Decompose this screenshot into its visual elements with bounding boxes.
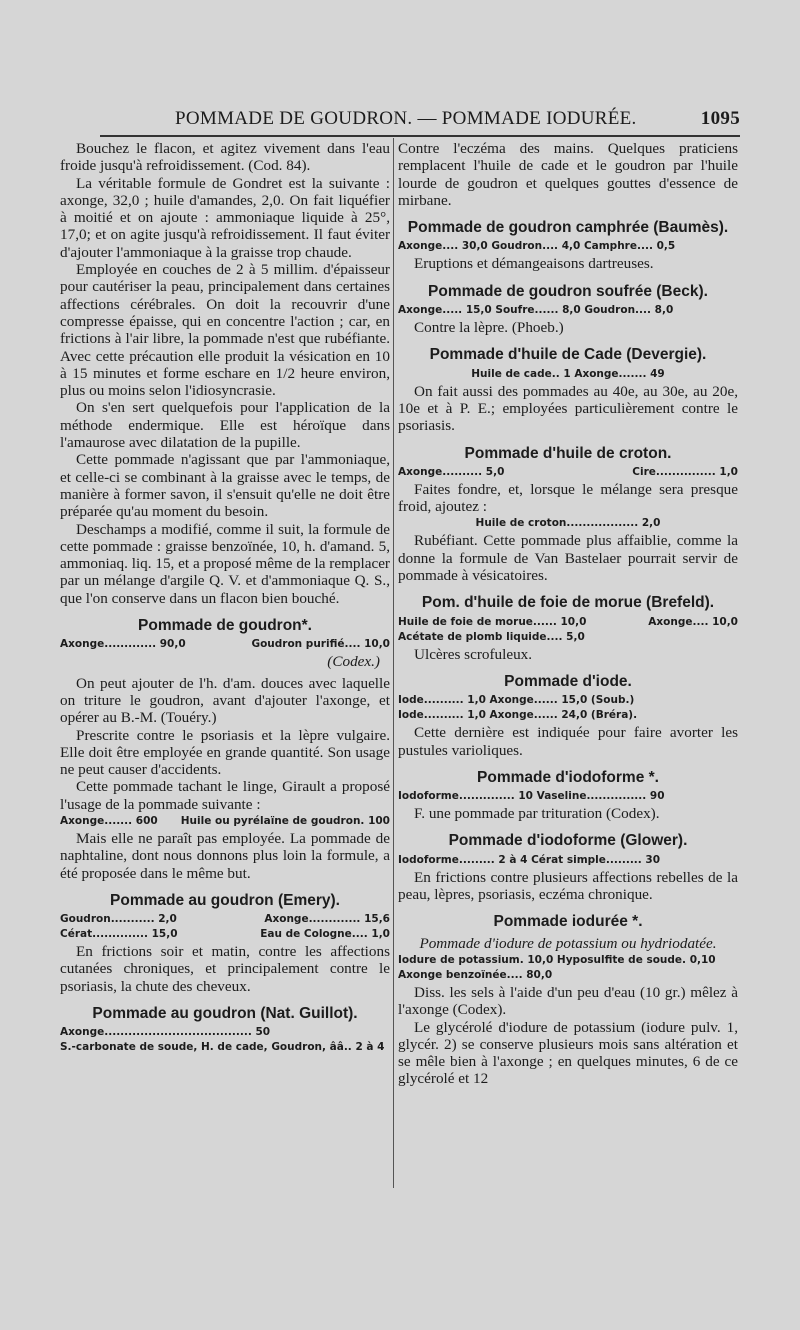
paragraph: Le glycérolé d'iodure de potassium (iodure pulv. 1, glycér. 2) se conserve plusieurs mois sans altération et se mêle bien à l'axonge ; en quelques minutes, 6 de ce glycérolé et 12 xyxy=(398,1018,738,1088)
paragraph: Mais elle ne paraît pas employée. La pommade de naphtaline, dont nous donnons plus loin la formule, a été proposée dans le même but. xyxy=(60,829,390,882)
section-heading: Pommade au goudron (Nat. Guillot). xyxy=(92,1005,358,1023)
section-heading: Pommade au goudron (Emery). xyxy=(110,891,340,909)
formula-line: Huile de croton.................. 2,0 xyxy=(475,517,661,530)
paragraph: Faites fondre, et, lorsque le mélange sera presque froid, ajoutez : xyxy=(398,480,738,516)
paragraph: Diss. les sels à l'aide d'un peu d'eau (10 gr.) mêlez à l'axonge (Codex). xyxy=(398,983,738,1019)
paragraph: Contre la lèpre. (Phoeb.) xyxy=(414,319,564,337)
paragraph: En frictions soir et matin, contre les affections cutanées chroniques, et principalement contre le psoriasis, la chute des cheveux. xyxy=(60,943,390,995)
right-column xyxy=(398,140,738,1088)
section-heading: Pommade de goudron*. xyxy=(138,617,312,635)
paragraph: On fait aussi des pommades au 40e, au 30e, au 20e, 10e et à P. E.; employées particulièrement contre le psoriasis. xyxy=(398,382,738,435)
formula-line: Iode.......... 1,0 Axonge...... 15,0 (Soub.) xyxy=(398,694,635,707)
paragraph: Bouchez le flacon, et agitez vivement dans l'eau froide jusqu'à refroidissement. (Cod. 84). xyxy=(60,140,390,175)
paragraph: On s'en sert quelquefois pour l'application de la méthode endermique. Elle est héroïque dans l'amaurose avec dilatation de la pupille. xyxy=(60,399,390,452)
paragraph: Ulcères scrofuleux. xyxy=(414,645,533,663)
section-heading: Pom. d'huile de foie de morue (Brefeld). xyxy=(421,594,715,612)
formula-line: Acétate de plomb liquide.... 5,0 xyxy=(398,630,585,643)
formula-line: Axonge benzoïnée.... 80,0 xyxy=(398,968,553,981)
paragraph: Deschamps a modifié, comme il suit, la formule de cette pommade : graisse benzoïnée, 10, h. d'amand. 5, ammoniaq. liq. 15, et a proposé même de la remplacer par un mélange d'argile Q. V. et d'ammoniaque Q. S., que l'on conserve dans un flacon bien bouché. xyxy=(60,520,390,607)
source-reference: (Codex.) xyxy=(327,653,380,671)
paragraph: Prescrite contre le psoriasis et la lèpre vulgaire. Elle doit être employée en grande quantité. Son usage ne peut causer d'accidents. xyxy=(60,726,390,779)
section-heading: Pommade d'iode. xyxy=(504,672,632,690)
paragraph: Contre l'eczéma des mains. Quelques praticiens remplacent l'huile de cade et le goudron par l'huile lourde de goudron et quelques gouttes d'essence de mirbane. xyxy=(398,140,738,209)
formula-line: Cérat.............. 15,0 Eau de Cologne.... 1,0 xyxy=(60,928,390,941)
formula-line: Axonge....... 600 Huile ou pyrélaïne de goudron. 100 xyxy=(60,814,390,827)
formula-line: Axonge.......... 5,0 Cire............... 1,0 xyxy=(398,465,738,478)
section-subtitle: Pommade d'iodure de potassium ou hydriodatée. xyxy=(419,934,717,952)
section-heading: Pommade de goudron soufrée (Beck). xyxy=(428,282,708,300)
formula-line: Iodure de potassium. 10,0 Hyposulfite de soude. 0,10 xyxy=(398,953,716,966)
paragraph: Employée en couches de 2 à 5 millim. d'épaisseur pour cautériser la peau, principalement dans certaines affections cérébrales. On doit la recouvrir d'une compresse épaisse, qui en concentre l'action ; car, en frictions à l'air libre, la pommade n'est que rubéfiante. Avec cette précaution elle produit la vésication en 10 à 15 minutes et forme eschare en 1/2 heure environ, plus ou moins selon l'idiosyncrasie. xyxy=(60,261,390,400)
formula-line: Axonge............. 90,0 Goudron purifié.... 10,0 xyxy=(60,638,390,651)
paragraph: Cette dernière est indiquée pour faire avorter les pustules varioliques. xyxy=(398,724,738,759)
formula-line: Axonge.... 30,0 Goudron.... 4,0 Camphre.... 0,5 xyxy=(398,240,676,253)
formula-line: Huile de foie de morue...... 10,0 Axonge.... 10,0 xyxy=(398,615,738,628)
formula-line: Axonge..... 15,0 Soufre...... 8,0 Goudron.... 8,0 xyxy=(398,304,674,317)
section-heading: Pommade d'huile de croton. xyxy=(464,444,672,462)
paragraph: La véritable formule de Gondret est la suivante : axonge, 32,0 ; huile d'amandes, 2,0. On fait liquéfier à moitié et on ajoute : ammoniaque liquide à 25°, 17,0; et on agite jusqu'à refroidissement. Il faut éviter d'ajouter l'ammoniaque à la graisse trop chaude. xyxy=(60,174,390,261)
column-divider xyxy=(393,138,394,1188)
paragraph: Cette pommade n'agissant que par l'ammoniaque, et celle-ci se combinant à la graisse avec le temps, de manière à former savon, il s'ensuit qu'elle ne doit être préparée qu'au moment du besoin. xyxy=(60,451,390,521)
section-heading: Pommade iodurée *. xyxy=(493,913,643,931)
paragraph: On peut ajouter de l'h. d'am. douces avec laquelle on triture le goudron, avant d'ajouter l'axonge, et opérer au B.-M. (Touéry.) xyxy=(60,674,390,727)
left-column xyxy=(60,140,390,1056)
header-title: POMMADE DE GOUDRON. — POMMADE IODURÉE. xyxy=(175,108,637,129)
formula-line: Axonge..................................... 50 xyxy=(60,1026,271,1039)
paragraph: Cette pommade tachant le linge, Girault a proposé l'usage de la pommade suivante : xyxy=(60,778,390,813)
paragraph: Rubéfiant. Cette pommade plus affaiblie, comme la donne la formule de Van Bastelaer pourrait servir de pommade à vésicatoires. xyxy=(398,532,738,585)
section-heading: Pommade de goudron camphrée (Baumès). xyxy=(407,219,729,237)
paragraph: En frictions contre plusieurs affections rebelles de la peau, lèpres, psoriasis, eczéma chronique. xyxy=(398,868,738,904)
paragraph: F. une pommade par trituration (Codex). xyxy=(414,805,660,823)
formula-line: Goudron........... 2,0 Axonge............. 15,6 xyxy=(60,913,390,926)
section-heading: Pommade d'huile de Cade (Devergie). xyxy=(429,346,707,364)
section-heading: Pommade d'iodoforme *. xyxy=(477,768,659,786)
formula-line: Iodoforme......... 2 à 4 Cérat simple......... 30 xyxy=(398,853,661,866)
formula-line: Huile de cade.. 1 Axonge....... 49 xyxy=(471,367,665,380)
header-rule xyxy=(100,135,740,137)
page-number: 1095 xyxy=(700,108,740,129)
paragraph: Eruptions et démangeaisons dartreuses. xyxy=(414,255,654,273)
formula-line: Iode.......... 1,0 Axonge...... 24,0 (Bréra). xyxy=(398,709,638,722)
formula-line: S.-carbonate de soude, H. de cade, Goudron, ââ.. 2 à 4 xyxy=(60,1041,385,1054)
formula-line: Iodoforme.............. 10 Vaseline............... 90 xyxy=(398,790,665,803)
section-heading: Pommade d'iodoforme (Glower). xyxy=(448,832,688,850)
